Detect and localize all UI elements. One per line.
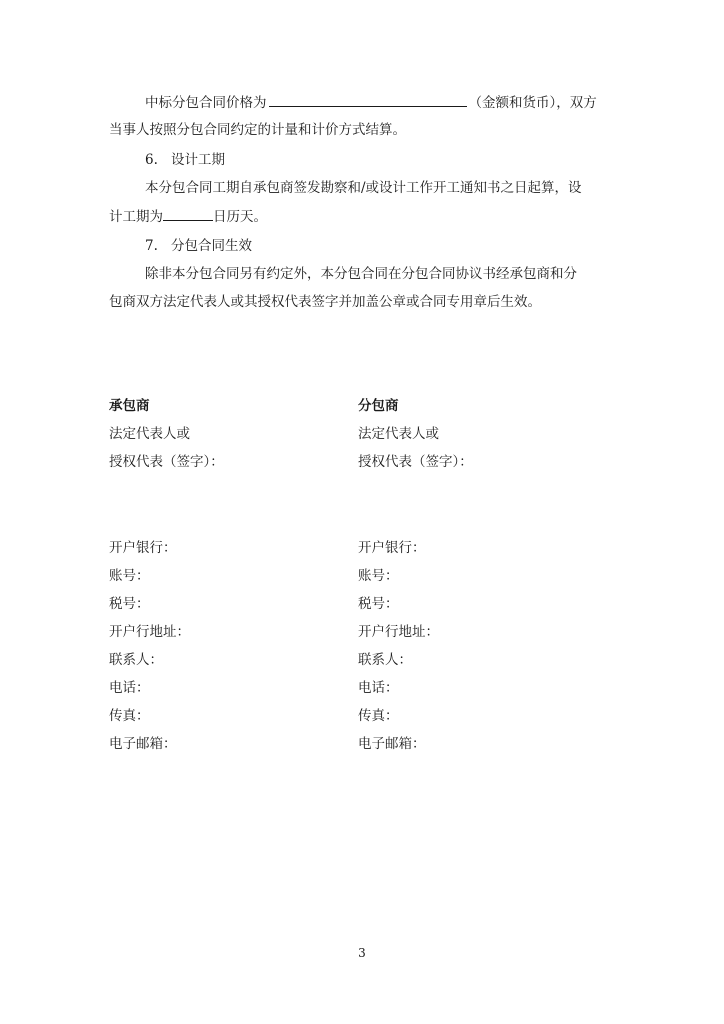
price-blank <box>269 92 467 107</box>
contractor-bank-address: 开户行地址： <box>109 624 190 640</box>
subcontractor-label: 分包商 <box>358 398 399 414</box>
period-line-2 <box>109 206 267 227</box>
contractor-account: 账号： <box>109 568 150 584</box>
section-7-number: 7. <box>145 238 158 254</box>
contractor-rep-line-2: 授权代表（签字）： <box>109 454 224 470</box>
effect-line-1: 除非本分包合同另有约定外，本分包合同在分包合同协议书经承包商和分 <box>145 266 577 282</box>
subcontractor-tax: 税号： <box>358 596 399 612</box>
subcontractor-phone: 电话： <box>358 680 399 696</box>
contractor-phone: 电话： <box>109 680 150 696</box>
contractor-bank: 开户银行： <box>109 540 177 556</box>
price-line-1 <box>145 92 597 113</box>
period-prefix: 计工期为 <box>109 209 163 225</box>
section-7-title: 分包合同生效 <box>171 238 252 254</box>
contractor-label: 承包商 <box>109 398 150 414</box>
contractor-tax: 税号： <box>109 596 150 612</box>
price-suffix: （金额和货币），双方 <box>468 95 597 111</box>
page-number: 3 <box>358 946 366 960</box>
contractor-fax: 传真： <box>109 708 150 724</box>
subcontractor-bank: 开户银行： <box>358 540 426 556</box>
price-prefix: 中标分包合同价格为 <box>145 95 267 111</box>
subcontractor-rep-line-1: 法定代表人或 <box>358 426 439 442</box>
subcontractor-email: 电子邮箱： <box>358 736 426 752</box>
effect-line-2: 包商双方法定代表人或其授权代表签字并加盖公章或合同专用章后生效。 <box>109 294 541 310</box>
subcontractor-fax: 传真： <box>358 708 399 724</box>
section-6-title: 设计工期 <box>171 152 225 168</box>
section-6-heading <box>145 150 225 170</box>
subcontractor-bank-address: 开户行地址： <box>358 624 439 640</box>
subcontractor-rep-line-2: 授权代表（签字）： <box>358 454 473 470</box>
subcontractor-account: 账号： <box>358 568 399 584</box>
price-line-2: 当事人按照分包合同约定的计量和计价方式结算。 <box>109 122 406 138</box>
period-suffix: 日历天。 <box>213 209 267 225</box>
subcontractor-contact: 联系人： <box>358 652 412 668</box>
contractor-email: 电子邮箱： <box>109 736 177 752</box>
contractor-rep-line-1: 法定代表人或 <box>109 426 190 442</box>
period-blank <box>163 206 213 221</box>
section-7-heading <box>145 236 252 256</box>
contractor-contact: 联系人： <box>109 652 163 668</box>
period-line-1: 本分包合同工期自承包商签发勘察和/或设计工作开工通知书之日起算，设 <box>145 180 582 196</box>
section-6-number: 6. <box>145 152 158 168</box>
